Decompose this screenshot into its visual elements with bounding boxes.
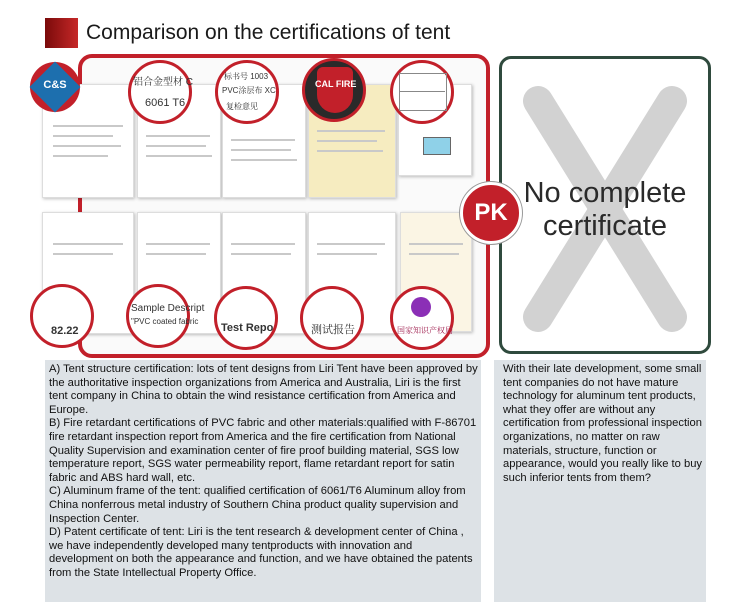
paragraph-d: D) Patent certificate of tent: Liri is the tent research & development center of China , we have independently developed many tentproducts with innovation and development on both the appearance and function, and we have obtained the patents from the State Intellectual Property Office. [49, 526, 473, 579]
magnifier-circle: 82.22 [30, 284, 94, 348]
page-title: Comparison on the certifications of tent [86, 21, 451, 44]
cs-logo: C&S [30, 62, 80, 112]
cal-fire-badge: CAL FIRE [302, 58, 366, 122]
no-certificate-label: No complete certificate [523, 177, 687, 242]
paragraph-c: C) Aluminum frame of the tent: qualified certification of 6061/T6 Aluminum alloy from China nonferrous metal industry of Southern China product quality supervision and Inspection Center. [49, 485, 466, 525]
magnifier-circle [390, 60, 454, 124]
magnifier-circle: 铝合金型材 C 6061 T6 [128, 60, 192, 124]
header-accent-block [45, 18, 78, 48]
magnifier-circle: Test Repo [214, 286, 278, 350]
magnifier-circle: Sample Descript "PVC coated fabric [126, 284, 190, 348]
pk-badge: PK [460, 182, 522, 244]
no-certificate-panel [499, 56, 711, 354]
paragraph-a: A) Tent structure certification: lots of tent designs from Liri Tent have been approved by the authoritative inspection organizations from America and Australia, Liri is the first tent company in China to obtain the wind resistance certification from America and Europe. [49, 363, 478, 416]
magnifier-circle: 国家知识产权局 [390, 286, 454, 350]
magnifier-circle: 测试报告 [300, 286, 364, 350]
certification-description [45, 360, 481, 602]
competitor-description: With their late development, some small tent companies do not have mature technology for aluminum tent products, what they offer are without any certification from professional inspection organizations, no matter on raw materials, structure, function or appearance, would you really like to buy such inferior tents from them? [494, 360, 706, 602]
paragraph-b: B) Fire retardant certifications of PVC fabric and other materials:qualified with F-86701 fire retardant inspection report from America and the fire certification from National Quality Supervision and examination center of fire proof building material, SGS low temperature report, SGS water permeability report, flame retardant report for satin fabric and ABS hard wall, etc. [49, 417, 477, 484]
magnifier-circle: 标书号 1003 PVC涂层布 XC 复检意见 [215, 60, 279, 124]
